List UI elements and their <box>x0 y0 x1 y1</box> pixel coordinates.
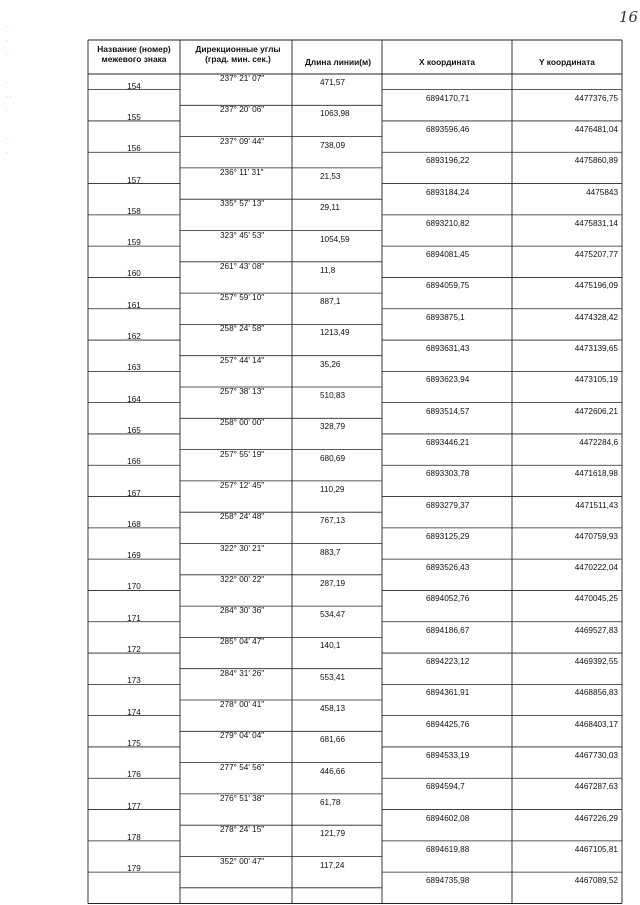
row-length: 458,13 <box>320 704 346 713</box>
row-y: 4470222,04 <box>574 563 618 573</box>
row-y: 4468403,17 <box>574 719 618 729</box>
row-angle: 257° 38' 13" <box>220 387 265 396</box>
row-x: 6893125,29 <box>426 531 470 541</box>
row-name: 167 <box>127 488 141 498</box>
row-x: 6893526,43 <box>426 563 470 573</box>
row-y: 4477376,75 <box>574 93 618 103</box>
row-length: 681,66 <box>320 735 346 745</box>
row-x: 6894052,76 <box>426 594 470 604</box>
row-y: 4467226,29 <box>574 813 618 823</box>
row-angle: 322° 00' 22" <box>220 574 265 584</box>
header-length: Длина линии(м) <box>304 57 372 67</box>
row-angle: 323° 45' 53" <box>220 230 265 240</box>
row-length: 140,1 <box>320 641 341 651</box>
row-x: 6894735,98 <box>426 876 470 886</box>
row-name: 164 <box>127 394 141 404</box>
row-x: 6893210,82 <box>426 218 470 228</box>
row-angle: 285° 04' 47" <box>220 637 265 647</box>
row-angle: 257° 44' 14" <box>220 355 265 365</box>
row-y: 4470045,25 <box>574 594 618 604</box>
row-angle: 335° 57' 13" <box>220 199 265 209</box>
row-angle: 237° 21' 07" <box>220 74 265 83</box>
row-x: 6893279,37 <box>426 500 470 510</box>
row-x: 6894186,67 <box>426 625 470 635</box>
row-x: 6894361,91 <box>426 688 470 698</box>
row-y: 4476481,04 <box>574 124 618 134</box>
row-x: 6893875,1 <box>426 312 465 322</box>
header-y: Y координата <box>539 57 595 67</box>
header-name: Название (номер) межевого знака <box>97 44 171 64</box>
row-angle: 352° 00' 47" <box>220 856 265 866</box>
row-name: 173 <box>127 676 141 686</box>
row-name: 176 <box>127 770 141 780</box>
row-x: 6894059,75 <box>426 281 470 291</box>
row-y: 4467089,52 <box>574 876 618 886</box>
row-y: 4469392,55 <box>574 657 618 667</box>
row-y: 4467287,63 <box>574 782 618 792</box>
row-length: 328,79 <box>320 422 346 432</box>
row-name: 168 <box>127 519 141 529</box>
row-y: 4468856,83 <box>574 688 618 698</box>
row-x: 6894223,12 <box>426 657 470 667</box>
row-length: 767,13 <box>320 516 346 526</box>
row-name: 163 <box>127 363 141 373</box>
row-name: 169 <box>127 551 141 561</box>
row-y: 4467730,03 <box>574 750 618 760</box>
row-name: 157 <box>127 175 141 185</box>
row-name: 162 <box>127 332 141 342</box>
row-angle: 257° 59' 10" <box>220 293 265 303</box>
row-y: 4473105,19 <box>574 375 618 385</box>
row-x: 6894619,88 <box>426 844 470 854</box>
row-y: 4475207,77 <box>574 250 618 260</box>
row-length: 29,11 <box>320 203 340 213</box>
row-angle: 258° 24' 48" <box>220 512 265 522</box>
row-x: 6893631,43 <box>426 344 470 354</box>
margin-scan-marks: · · · · · · · · · · · · <box>6 24 12 156</box>
row-length: 287,19 <box>320 578 346 588</box>
row-x: 6894602,08 <box>426 813 470 823</box>
row-y: 4472606,21 <box>574 406 618 416</box>
header-angle: Дирекционные углы (град. мин. сек.) <box>195 44 281 64</box>
row-x: 6894170,71 <box>426 93 470 103</box>
row-angle: 284° 30' 36" <box>220 606 265 616</box>
row-angle: 237° 20' 06" <box>220 105 265 115</box>
row-name: 174 <box>127 707 141 717</box>
page-number: 16 <box>619 8 639 26</box>
row-name: 154 <box>127 81 141 91</box>
row-x: 6893596,46 <box>426 124 470 134</box>
row-length: 680,69 <box>320 453 346 463</box>
row-angle: 257° 12' 45" <box>220 480 265 490</box>
row-angle: 261° 43' 08" <box>220 261 265 271</box>
row-y: 4475843 <box>586 187 618 197</box>
row-name: 178 <box>127 832 141 842</box>
row-y: 4475860,89 <box>574 156 618 166</box>
row-angle: 236° 11' 31" <box>220 167 264 177</box>
row-y: 4470759,93 <box>574 531 618 541</box>
row-name: 158 <box>127 206 141 216</box>
row-name: 165 <box>127 425 141 435</box>
row-length: 446,66 <box>320 766 346 776</box>
row-angle: 276° 51' 38" <box>220 793 265 803</box>
row-x: 6894533,19 <box>426 750 470 760</box>
row-length: 110,29 <box>320 484 345 494</box>
row-angle: 322° 30' 21" <box>220 543 265 553</box>
row-angle: 258° 00' 00" <box>220 418 265 428</box>
row-name: 161 <box>127 300 141 310</box>
row-y: 4469527,83 <box>574 625 618 635</box>
row-length: 553,41 <box>320 672 346 682</box>
row-angle: 279° 04' 04" <box>220 731 265 741</box>
row-length: 117,24 <box>320 860 345 870</box>
row-length: 11,8 <box>320 265 336 275</box>
row-angle: 237° 09' 44" <box>220 136 265 146</box>
row-y: 4475196,09 <box>574 281 618 291</box>
row-name: 175 <box>127 738 141 748</box>
row-x: 6893196,22 <box>426 156 470 166</box>
row-name: 156 <box>127 144 141 154</box>
row-y: 4474328,42 <box>574 312 618 322</box>
row-x: 6893184,24 <box>426 187 470 197</box>
header-x: X координата <box>418 57 476 67</box>
row-length: 883,7 <box>320 547 341 557</box>
row-length: 61,78 <box>320 797 341 807</box>
row-angle: 257° 55' 19" <box>220 449 265 459</box>
row-name: 160 <box>127 269 141 279</box>
row-angle: 278° 24' 15" <box>220 825 265 835</box>
row-y: 4471618,98 <box>574 469 618 479</box>
row-length: 887,1 <box>320 297 341 307</box>
row-length: 35,26 <box>320 359 341 369</box>
row-length: 1054,59 <box>320 234 350 244</box>
row-name: 177 <box>127 801 141 811</box>
row-length: 471,57 <box>320 78 346 87</box>
row-name: 166 <box>127 457 141 467</box>
row-x: 6893446,21 <box>426 437 470 447</box>
row-length: 738,09 <box>320 140 346 150</box>
row-name: 170 <box>127 582 141 592</box>
row-length: 1063,98 <box>320 109 350 119</box>
row-angle: 278° 00' 41" <box>220 700 265 709</box>
row-length: 21,53 <box>320 171 341 181</box>
row-y: 4473139,65 <box>574 344 618 354</box>
row-y: 4475831,14 <box>574 218 618 228</box>
row-x: 6894425,76 <box>426 719 470 729</box>
row-name: 159 <box>127 238 141 248</box>
row-x: 6894594,7 <box>426 782 465 792</box>
row-y: 4472284,6 <box>579 437 618 447</box>
row-x: 6893623,94 <box>426 375 470 385</box>
row-y: 4471511,43 <box>575 500 618 510</box>
row-length: 510,83 <box>320 391 346 400</box>
row-length: 121,79 <box>320 829 346 839</box>
row-length: 534,47 <box>320 610 346 620</box>
row-length: 1213,49 <box>320 328 350 338</box>
row-name: 171 <box>127 613 141 623</box>
row-x: 6894081,45 <box>426 250 470 260</box>
row-x: 6893514,57 <box>426 406 470 416</box>
row-y: 4467105,81 <box>574 844 618 854</box>
row-name: 172 <box>127 645 141 655</box>
row-x: 6893303,78 <box>426 469 470 479</box>
row-name: 155 <box>127 112 141 122</box>
row-angle: 284° 31' 26" <box>220 668 265 678</box>
row-angle: 277° 54' 56" <box>220 762 265 772</box>
row-angle: 258° 24' 58" <box>220 324 265 334</box>
row-name: 179 <box>127 864 141 874</box>
